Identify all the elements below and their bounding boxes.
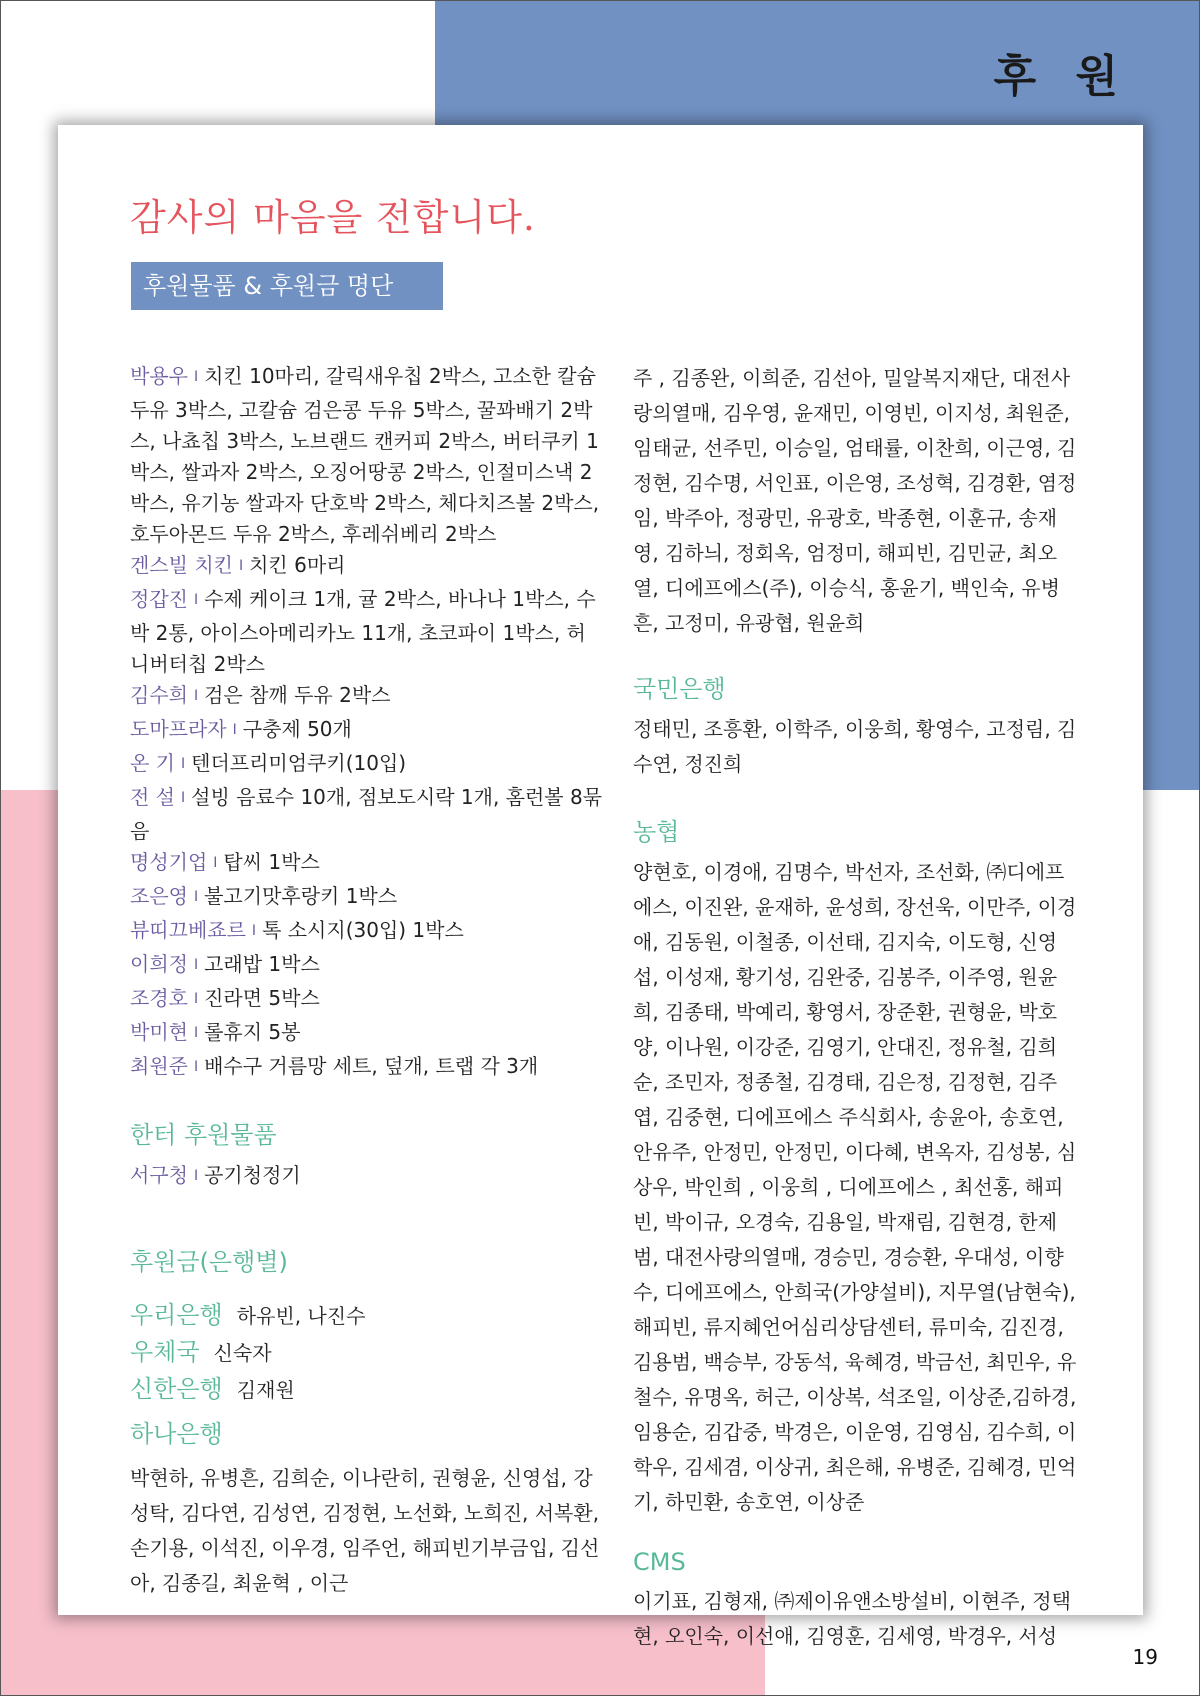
donor-items: 탑씨 1박스 bbox=[223, 850, 320, 874]
bank-line bbox=[130, 1371, 605, 1408]
separator: I bbox=[238, 558, 244, 574]
separator: I bbox=[181, 756, 186, 772]
bank-section-heading: 후원금(은행별) bbox=[130, 1248, 288, 1276]
donation-entry bbox=[130, 983, 605, 1017]
donation-entry bbox=[130, 680, 605, 714]
cms-heading: CMS bbox=[633, 1548, 686, 1576]
separator: I bbox=[193, 957, 199, 973]
nonghyup-heading: 농협 bbox=[633, 818, 680, 846]
separator: I bbox=[193, 991, 199, 1007]
donor-name: 온 기 bbox=[130, 751, 175, 775]
separator: I bbox=[251, 923, 257, 939]
donor-items: 불고기맛후랑키 1박스 bbox=[204, 884, 398, 908]
hana-names-left: 박현하, 유병흔, 김희순, 이나란히, 권형윤, 신영섭, 강성탁, 김다연, 김성연, 김정현, 노선화, 노희진, 서복환, 손기용, 이석진, 이우경, 임주언, 해피빈기부금입, 김선아, 김종길, 최윤혁 , 이근 bbox=[130, 1466, 600, 1595]
bank-donors: 김재원 bbox=[236, 1378, 295, 1402]
donor-items: 롤휴지 5봉 bbox=[204, 1020, 301, 1044]
bank-donors: 신숙자 bbox=[213, 1341, 272, 1365]
nonghyup-names: 양현호, 이경애, 김명수, 박선자, 조선화, ㈜디에프에스, 이진완, 윤재하, 윤성희, 장선욱, 이만주, 이경애, 김동원, 이철종, 이선태, 김지숙, 이도형, 신영섭, 이성재, 황기성, 김완중, 김봉주, 이주영, 원윤희, 김종태, 박예리, 황영서, 장준환, 권형윤, 박호양, 이나원, 이강준, 김영기, 안대진, 정유철, 김희순, 조민자, 정종철, 김경태, 김은정, 김정현, 김주엽, 김중현, 디에프에스 주식회사, 송윤아, 송호연, 안유주, 안정민, 안정민, 이다혜, 변옥자, 김성봉, 심상우, 박인희 , 이웅희 , 디에프에스 , 최선홍, 해피빈, 박이규, 오경숙, 김용일, 박재림, 김현경, 한제범, 대전사랑의열매, 경승민, 경승환, 우대성, 이향수, 디에프에스, 안희국(가양설비), 지무열(남현숙), 해피빈, 류지혜언어심리상담센터, 류미숙, 김진경, 김용범, 백승부, 강동석, 육혜경, 박금선, 최민우, 유철수, 유명옥, 허근, 이상복, 석조일, 이상준,김하경, 임용순, 김갑중, 박경은, 이운영, 김영심, 김수희, 이학우, 김세겸, 이상귀, 최은해, 유병준, 김혜경, 민억기, 하민환, 송호연, 이상준 bbox=[633, 860, 1077, 1514]
cms-names: 이기표, 김형재, ㈜제이유앤소방설비, 이현주, 정택현, 오인숙, 이선애, 김영훈, 김세영, 박경우, 서성 bbox=[633, 1589, 1071, 1648]
donor-name: 조경호 bbox=[130, 986, 188, 1010]
donor-name: 김수희 bbox=[130, 683, 188, 707]
right-column bbox=[633, 361, 1078, 1654]
donor-items: 톡 소시지(30입) 1박스 bbox=[262, 918, 464, 942]
donor-items: 텐더프리미엄쿠키(10입) bbox=[191, 751, 407, 775]
separator: I bbox=[193, 889, 199, 905]
donor-name: 조은영 bbox=[130, 884, 188, 908]
donation-entry bbox=[130, 949, 605, 983]
separator: I bbox=[193, 592, 199, 608]
kookmin-heading: 국민은행 bbox=[633, 675, 726, 703]
hanter-entry bbox=[130, 1160, 605, 1194]
separator: I bbox=[193, 1059, 199, 1075]
donor-items: 검은 참깨 두유 2박스 bbox=[204, 683, 391, 707]
donor-items: 구충제 50개 bbox=[242, 717, 352, 741]
donor-items: 배수구 거름망 세트, 덮개, 트랩 각 3개 bbox=[204, 1054, 539, 1078]
donation-entry bbox=[130, 550, 605, 584]
bank-name: 우리은행 bbox=[130, 1301, 223, 1329]
donor-name: 박미현 bbox=[130, 1020, 188, 1044]
donor-name: 정갑진 bbox=[130, 587, 188, 611]
page-number: 19 bbox=[1132, 1645, 1158, 1669]
bank-line bbox=[130, 1334, 605, 1371]
hana-heading: 하나은행 bbox=[130, 1420, 223, 1448]
separator: I bbox=[193, 688, 199, 704]
kookmin-names: 정태민, 조흥환, 이학주, 이웅희, 황영수, 고정림, 김수연, 정진희 bbox=[633, 717, 1077, 776]
bank-name: 우체국 bbox=[130, 1338, 200, 1366]
separator: I bbox=[193, 369, 199, 385]
donor-name: 겐스빌 치킨 bbox=[130, 553, 233, 577]
section-title: 후 원 bbox=[993, 51, 1130, 102]
separator: I bbox=[181, 790, 186, 806]
donor-name: 명성기업 bbox=[130, 850, 208, 874]
donor-name: 서구청 bbox=[130, 1163, 188, 1187]
donation-entry bbox=[130, 782, 605, 847]
bank-line bbox=[130, 1297, 605, 1334]
donor-items: 진라면 5박스 bbox=[204, 986, 320, 1010]
donation-entry bbox=[130, 714, 605, 748]
separator: I bbox=[193, 1025, 199, 1041]
donation-entry bbox=[130, 1017, 605, 1051]
donor-items: 고래밥 1박스 bbox=[204, 952, 320, 976]
donor-name: 도마프라자 bbox=[130, 717, 227, 741]
donation-entry bbox=[130, 1051, 605, 1085]
bank-donors: 하유빈, 나진수 bbox=[236, 1304, 366, 1328]
donor-name: 전 설 bbox=[130, 785, 175, 809]
hanter-heading: 한터 후원물품 bbox=[130, 1121, 277, 1149]
donor-items: 공기청정기 bbox=[204, 1163, 301, 1187]
donation-entry bbox=[130, 915, 605, 949]
bank-short-list bbox=[130, 1297, 605, 1408]
bank-name: 신한은행 bbox=[130, 1375, 223, 1403]
left-column bbox=[130, 361, 605, 1601]
donation-entry bbox=[130, 847, 605, 881]
donor-items: 설빙 음료수 10개, 점보도시락 1개, 홈런볼 8묶음 bbox=[130, 785, 603, 843]
separator: I bbox=[193, 1168, 199, 1184]
donation-entry bbox=[130, 881, 605, 915]
separator: I bbox=[213, 855, 218, 871]
donation-entry bbox=[130, 748, 605, 782]
donor-items: 수제 케이크 1개, 귤 2박스, 바나나 1박스, 수박 2통, 아이스아메리카노 11개, 초코파이 1박스, 허니버터칩 2박스 bbox=[130, 587, 596, 676]
donor-name: 박용우 bbox=[130, 364, 188, 388]
subtitle-box: 후원물품 & 후원금 명단 bbox=[131, 262, 443, 310]
headline: 감사의 마음을 전합니다. bbox=[130, 196, 536, 239]
donor-name: 최원준 bbox=[130, 1054, 188, 1078]
donation-list bbox=[130, 361, 605, 1085]
donor-name: 이희정 bbox=[130, 952, 188, 976]
donation-entry bbox=[130, 584, 605, 680]
donor-name: 뷰띠끄베죠르 bbox=[130, 918, 246, 942]
donation-entry bbox=[130, 361, 605, 550]
separator: I bbox=[232, 722, 237, 738]
donor-items: 치킨 10마리, 갈릭새우칩 2박스, 고소한 칼슘 두유 3박스, 고칼슘 검은콩 두유 5박스, 꿀꽈배기 2박스, 나쵸칩 3박스, 노브랜드 캔커피 2박스, 버터쿠키 1박스, 쌀과자 2박스, 오징어땅콩 2박스, 인절미스낵 2박스, 유기농 쌀과자 단호박 2박스, 체다치즈볼 2박스, 호두아몬드 두유 2박스, 후레쉬베리 2박스 bbox=[130, 364, 600, 546]
content-card bbox=[58, 125, 1143, 1648]
hana-names-right: 주 , 김종완, 이희준, 김선아, 밀알복지재단, 대전사랑의열매, 김우영, 윤재민, 이영빈, 이지성, 최원준, 임태균, 선주민, 이승일, 엄태률, 이찬희, 이근영, 김정현, 김수명, 서인표, 이은영, 조성혁, 김경환, 염정임, 박주아, 정광민, 유광호, 박종현, 이훈규, 송재영, 김하늬, 정회옥, 엄정미, 해피빈, 김민균, 최오열, 디에프에스(주), 이승식, 홍윤기, 백인숙, 유병흔, 고정미, 유광협, 원윤희 bbox=[633, 366, 1077, 635]
donor-items: 치킨 6마리 bbox=[249, 553, 346, 577]
